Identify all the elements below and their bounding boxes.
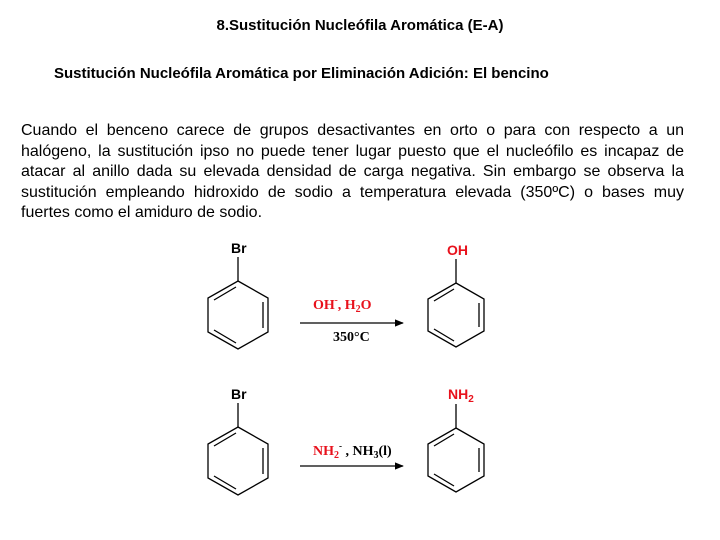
- benzene-ring-bromobenzene-2: [208, 403, 268, 495]
- benzene-ring-bromobenzene-1: [208, 257, 268, 349]
- reaction-1-condition: 350°C: [333, 330, 370, 345]
- reaction-2-reagent: $NH_2^-$ , $NH_3(l)$: [313, 441, 392, 461]
- slide-subtitle: Sustitución Nucleófila Aromática por Eliminación Adición: El bencino: [54, 65, 549, 82]
- reactant-1-substituent: Br: [231, 240, 247, 256]
- benzene-ring-aniline: [428, 404, 484, 492]
- reaction-1: [208, 240, 484, 349]
- body-paragraph: Cuando el benceno carece de grupos desactivantes en orto o para con respecto a un halógeno, la sustitución ipso no puede tener lugar puesto que el nucleófilo es incapaz de atacar al anillo dada su elevada densidad de carga negativa. Sin embargo se observa la sustitución empleando hidroxido de sodio a temperatura elevada (350ºC) o bases muy fuertes como el amiduro de sodio.: [21, 122, 684, 221]
- reaction-2: [208, 386, 484, 495]
- benzene-ring-phenol: [428, 259, 484, 347]
- reactant-2-substituent: Br: [231, 386, 247, 402]
- product-2-substituent: $NH_2$: [448, 386, 474, 405]
- product-1-substituent: OH: [447, 242, 468, 258]
- reaction-1-reagent: OH-, $H_2O$: [313, 295, 372, 315]
- slide-title: 8.Sustitución Nucleófila Aromática (E-A): [216, 17, 504, 34]
